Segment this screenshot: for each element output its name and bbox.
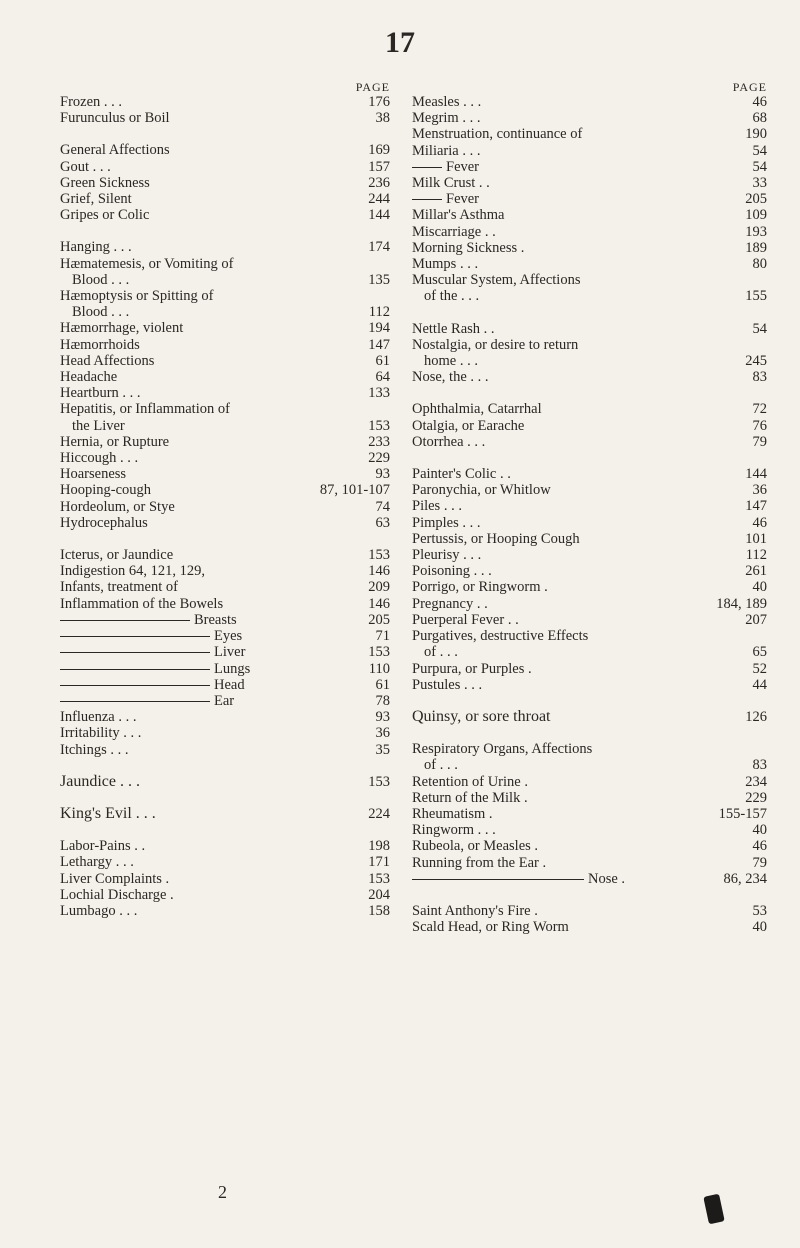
index-page: 83 [752, 369, 767, 386]
index-page: 155 [745, 288, 767, 305]
index-page: 36 [375, 725, 390, 742]
index-page: 46 [752, 838, 767, 855]
index-entry [412, 418, 767, 434]
index-entry [412, 482, 767, 498]
index-entry [60, 579, 390, 595]
index-term: of . . . [424, 644, 458, 661]
index-term: Scald Head, or Ring Worm [412, 919, 569, 936]
index-term: Nettle Rash . . [412, 320, 495, 337]
index-entry [412, 256, 767, 272]
index-entry [60, 871, 390, 887]
index-term: Hooping-cough [60, 482, 152, 499]
index-term: Return of the Milk . [412, 789, 528, 806]
index-term: Hanging . . . [60, 239, 132, 256]
index-page: 64 [375, 369, 390, 386]
index-term: Ear [60, 693, 234, 709]
index-entry [60, 806, 390, 822]
index-term: the Liver [72, 417, 125, 434]
index-term: Ringworm . . . [412, 822, 496, 839]
index-page: 78 [375, 692, 390, 709]
index-term: Furunculus or Boil [60, 110, 170, 127]
index-term: Puerperal Fever . . [412, 611, 519, 628]
index-entry [412, 612, 767, 628]
index-page: 146 [368, 563, 390, 580]
index-term: Hordeolum, or Stye [60, 498, 175, 515]
index-page: 79 [752, 854, 767, 871]
index-entry [60, 369, 390, 385]
index-entry [60, 547, 390, 563]
index-term: Hernia, or Rupture [60, 433, 170, 450]
index-term: Nostalgia, or desire to return [412, 336, 579, 353]
index-term: Rheumatism . [412, 805, 493, 822]
index-term: Labor-Pains . . [60, 838, 146, 855]
index-term: Influenza . . . [60, 709, 137, 726]
index-entry [60, 466, 390, 482]
page-column-header: PAGE [732, 80, 767, 94]
index-entry [412, 126, 767, 142]
index-page: 205 [368, 611, 390, 628]
index-entry [412, 903, 767, 919]
index-term: Breasts [60, 612, 237, 628]
index-page: 74 [375, 498, 390, 515]
index-entry [60, 596, 390, 612]
index-term: Purpura, or Purples . [412, 660, 532, 677]
index-page: 176 [368, 94, 390, 110]
index-page: 236 [368, 174, 390, 191]
index-term: Hæmorrhoids [60, 336, 140, 353]
index-page: 147 [368, 336, 390, 353]
index-subentry [60, 661, 390, 677]
index-page: 157 [368, 158, 390, 175]
index-page: 54 [752, 158, 767, 175]
index-entry [60, 353, 390, 369]
index-page: 193 [745, 223, 767, 240]
index-page: 205 [745, 191, 767, 208]
index-entry [60, 207, 390, 223]
index-entry [412, 838, 767, 854]
index-term: Pimples . . . [412, 514, 481, 531]
index-term: Gripes or Colic [60, 207, 150, 224]
index-subentry [412, 191, 767, 207]
ink-blot [703, 1194, 724, 1225]
index-page: 174 [368, 239, 390, 256]
index-term: Hæmoptysis or Spitting of [60, 288, 214, 305]
index-entry [412, 434, 767, 450]
index-entry [60, 563, 390, 579]
index-term: Liver Complaints . [60, 870, 170, 887]
index-entry [60, 385, 390, 401]
index-entry [412, 644, 767, 660]
index-page: 83 [752, 757, 767, 774]
index-page: 68 [752, 110, 767, 127]
index-term: Otalgia, or Earache [412, 417, 525, 434]
index-entry [412, 94, 767, 110]
index-page: 33 [752, 175, 767, 192]
index-term: Lumbago . . . [60, 902, 138, 919]
index-term: Measles . . . [412, 94, 482, 110]
index-page: 133 [368, 385, 390, 402]
index-term: Purgatives, destructive Effects [412, 628, 589, 645]
index-term: Itchings . . . [60, 741, 129, 758]
index-term: Grief, Silent [60, 191, 132, 208]
index-term: Running from the Ear . [412, 854, 547, 871]
index-term: Green Sickness [60, 174, 150, 191]
index-entry [60, 320, 390, 336]
index-entry [412, 677, 767, 693]
index-term: Menstruation, continuance of [412, 126, 583, 143]
index-page: 207 [745, 611, 767, 628]
index-term: Irritability . . . [60, 725, 142, 742]
index-subentry [412, 871, 767, 887]
index-page: 244 [368, 191, 390, 208]
index-entry [60, 304, 390, 320]
index-entry [60, 709, 390, 725]
index-page: 54 [752, 142, 767, 159]
index-term: Fever [412, 159, 479, 175]
index-subentry [60, 677, 390, 693]
index-term: Muscular System, Affections [412, 272, 581, 289]
index-term: Eyes [60, 628, 242, 644]
index-entry [60, 854, 390, 870]
index-term: Porrigo, or Ringworm . [412, 579, 548, 596]
index-entry [412, 110, 767, 126]
index-page: 144 [745, 466, 767, 483]
index-term: Nose, the . . . [412, 369, 489, 386]
index-entry [60, 742, 390, 758]
index-page: 155-157 [718, 805, 767, 822]
index-page: 46 [752, 514, 767, 531]
index-entry [60, 887, 390, 903]
index-entry [412, 207, 767, 223]
index-page: 171 [368, 854, 390, 871]
index-entry [412, 272, 767, 288]
index-term: Miliaria . . . [412, 142, 481, 159]
index-term: Frozen . . . [60, 94, 123, 110]
index-page: 146 [368, 595, 390, 612]
index-page: 46 [752, 94, 767, 110]
index-term: Retention of Urine . [412, 773, 528, 790]
index-term: General Affections [60, 142, 170, 159]
index-page: 61 [375, 352, 390, 369]
index-term: Quinsy, or sore throat [412, 707, 551, 725]
index-entry [412, 919, 767, 935]
index-page: 194 [368, 320, 390, 337]
index-entry [60, 418, 390, 434]
index-entry [60, 175, 390, 191]
index-page: 147 [745, 498, 767, 515]
index-page: 135 [368, 271, 390, 288]
index-term: Head [60, 677, 245, 693]
index-entry [412, 224, 767, 240]
index-page: 101 [745, 530, 767, 547]
index-entry [412, 790, 767, 806]
index-page: 61 [375, 676, 390, 693]
index-page: 153 [368, 547, 390, 564]
index-entry [412, 806, 767, 822]
index-page: 126 [745, 708, 767, 725]
index-page: 204 [368, 886, 390, 903]
index-subentry [60, 612, 390, 628]
index-entry [60, 159, 390, 175]
index-entry [60, 256, 390, 272]
index-subentry [60, 628, 390, 644]
index-entry [412, 143, 767, 159]
index-entry [60, 838, 390, 854]
index-column-right [412, 80, 767, 935]
index-page: 72 [752, 401, 767, 418]
index-term: Painter's Colic . . [412, 466, 511, 483]
index-page: 93 [375, 466, 390, 483]
index-term: Heartburn . . . [60, 385, 141, 402]
index-page: 198 [368, 838, 390, 855]
index-entry [412, 709, 767, 725]
index-entry [412, 579, 767, 595]
index-page: 87, 101-107 [319, 482, 390, 499]
index-term: Inflammation of the Bowels [60, 595, 224, 612]
index-page: 40 [752, 919, 767, 936]
index-page: 63 [375, 514, 390, 531]
index-term: Hepatitis, or Inflammation of [60, 401, 230, 418]
index-term: Saint Anthony's Fire . [412, 902, 538, 919]
index-term: Poisoning . . . [412, 563, 492, 580]
index-term: Respiratory Organs, Affections [412, 741, 593, 758]
index-entry [412, 563, 767, 579]
index-page: 54 [752, 320, 767, 337]
index-page: 184, 189 [716, 595, 767, 612]
index-term: Hoarseness [60, 466, 127, 483]
index-term: Millar's Asthma [412, 207, 505, 224]
index-term: of . . . [424, 757, 458, 774]
index-entry [60, 272, 390, 288]
page-number: 17 [385, 26, 415, 59]
index-entry [60, 337, 390, 353]
index-entry [412, 628, 767, 644]
index-term: Liver [60, 644, 245, 660]
index-term: Pustules . . . [412, 676, 483, 693]
index-term: Morning Sickness . [412, 239, 525, 256]
index-entry [60, 450, 390, 466]
index-entry [412, 547, 767, 563]
index-page: 38 [375, 110, 390, 127]
index-page: 65 [752, 644, 767, 661]
index-entry [60, 288, 390, 304]
index-page: 79 [752, 433, 767, 450]
index-page: 40 [752, 822, 767, 839]
index-page: 190 [745, 126, 767, 143]
index-term: Head Affections [60, 352, 155, 369]
index-term: King's Evil . . . [60, 804, 156, 822]
index-term: Jaundice . . . [60, 772, 140, 790]
index-term: Infants, treatment of [60, 579, 178, 596]
index-page: 71 [375, 628, 390, 645]
index-entry [60, 903, 390, 919]
index-term: Pleurisy . . . [412, 547, 482, 564]
index-entry [60, 239, 390, 255]
index-term: Fever [412, 191, 479, 207]
index-entry [60, 774, 390, 790]
index-entry [60, 401, 390, 417]
index-entry [412, 401, 767, 417]
index-subentry [60, 644, 390, 660]
index-page: 86, 234 [723, 870, 767, 887]
index-page: 53 [752, 902, 767, 919]
index-page: 76 [752, 417, 767, 434]
index-term: Paronychia, or Whitlow [412, 482, 551, 499]
index-entry [60, 434, 390, 450]
index-page: 245 [745, 353, 767, 370]
index-entry [412, 774, 767, 790]
index-term: Lethargy . . . [60, 854, 134, 871]
index-term: home . . . [424, 353, 478, 370]
index-page: 229 [368, 450, 390, 467]
index-entry [412, 240, 767, 256]
index-term: Icterus, or Jaundice [60, 547, 174, 564]
index-entry [412, 466, 767, 482]
index-entry [412, 661, 767, 677]
index-term: of the . . . [424, 288, 480, 305]
index-term: Hæmorrhage, violent [60, 320, 184, 337]
index-term: Otorrhea . . . [412, 433, 486, 450]
index-entry [412, 531, 767, 547]
index-entry [412, 337, 767, 353]
index-term: Mumps . . . [412, 256, 479, 273]
index-subentry [412, 159, 767, 175]
index-entry [412, 741, 767, 757]
index-term: Headache [60, 369, 118, 386]
index-entry [412, 596, 767, 612]
index-page: 93 [375, 709, 390, 726]
index-term: Piles . . . [412, 498, 462, 515]
index-page: 153 [368, 417, 390, 434]
index-page: 110 [368, 660, 390, 677]
index-term: Megrim . . . [412, 110, 481, 127]
index-page: 158 [368, 902, 390, 919]
index-term: Milk Crust . . [412, 175, 490, 192]
index-term: Indigestion 64, 121, 129, [60, 563, 205, 580]
index-page: 169 [368, 142, 390, 159]
index-term: Pregnancy . . [412, 595, 488, 612]
index-column-left [60, 80, 390, 919]
index-entry [412, 498, 767, 514]
page-column-header: PAGE [355, 80, 390, 94]
index-page: 112 [745, 547, 767, 564]
index-page: 261 [745, 563, 767, 580]
index-page: 109 [745, 207, 767, 224]
index-term: Lungs [60, 661, 250, 677]
index-entry [60, 482, 390, 498]
index-entry [60, 499, 390, 515]
index-entry [412, 515, 767, 531]
index-page: 112 [368, 304, 390, 321]
index-term: Blood . . . [72, 304, 130, 321]
index-page: 52 [752, 660, 767, 677]
index-entry [60, 142, 390, 158]
index-entry [412, 822, 767, 838]
index-entry [60, 94, 390, 110]
index-page: 153 [368, 773, 390, 790]
index-page: 233 [368, 433, 390, 450]
index-entry [60, 725, 390, 741]
index-page: 209 [368, 579, 390, 596]
index-term: Ophthalmia, Catarrhal [412, 401, 542, 418]
signature-mark: 2 [218, 1182, 227, 1202]
index-entry [412, 757, 767, 773]
index-entry [412, 321, 767, 337]
index-term: Gout . . . [60, 158, 111, 175]
index-page: 234 [745, 773, 767, 790]
index-entry [412, 175, 767, 191]
index-page: 80 [752, 256, 767, 273]
index-page: 153 [368, 644, 390, 661]
index-page: 40 [752, 579, 767, 596]
index-entry [412, 855, 767, 871]
index-page: 36 [752, 482, 767, 499]
index-page: 153 [368, 870, 390, 887]
index-page: 144 [368, 207, 390, 224]
index-entry [60, 191, 390, 207]
index-page: 224 [368, 805, 390, 822]
index-page: 35 [375, 741, 390, 758]
index-entry [60, 110, 390, 126]
index-page: 189 [745, 239, 767, 256]
index-term: Lochial Discharge . [60, 886, 174, 903]
index-term: Hydrocephalus [60, 514, 148, 531]
index-entry [60, 515, 390, 531]
index-term: Rubeola, or Measles . [412, 838, 539, 855]
index-entry [412, 353, 767, 369]
index-term: Hiccough . . . [60, 450, 139, 467]
index-page: 44 [752, 676, 767, 693]
index-term: Blood . . . [72, 271, 130, 288]
index-subentry [60, 693, 390, 709]
index-page: 229 [745, 789, 767, 806]
index-term: Nose . [412, 871, 625, 887]
index-term: Miscarriage . . [412, 223, 496, 240]
index-term: Hæmatemesis, or Vomiting of [60, 255, 234, 272]
index-entry [412, 288, 767, 304]
index-term: Pertussis, or Hooping Cough [412, 530, 580, 547]
index-entry [412, 369, 767, 385]
